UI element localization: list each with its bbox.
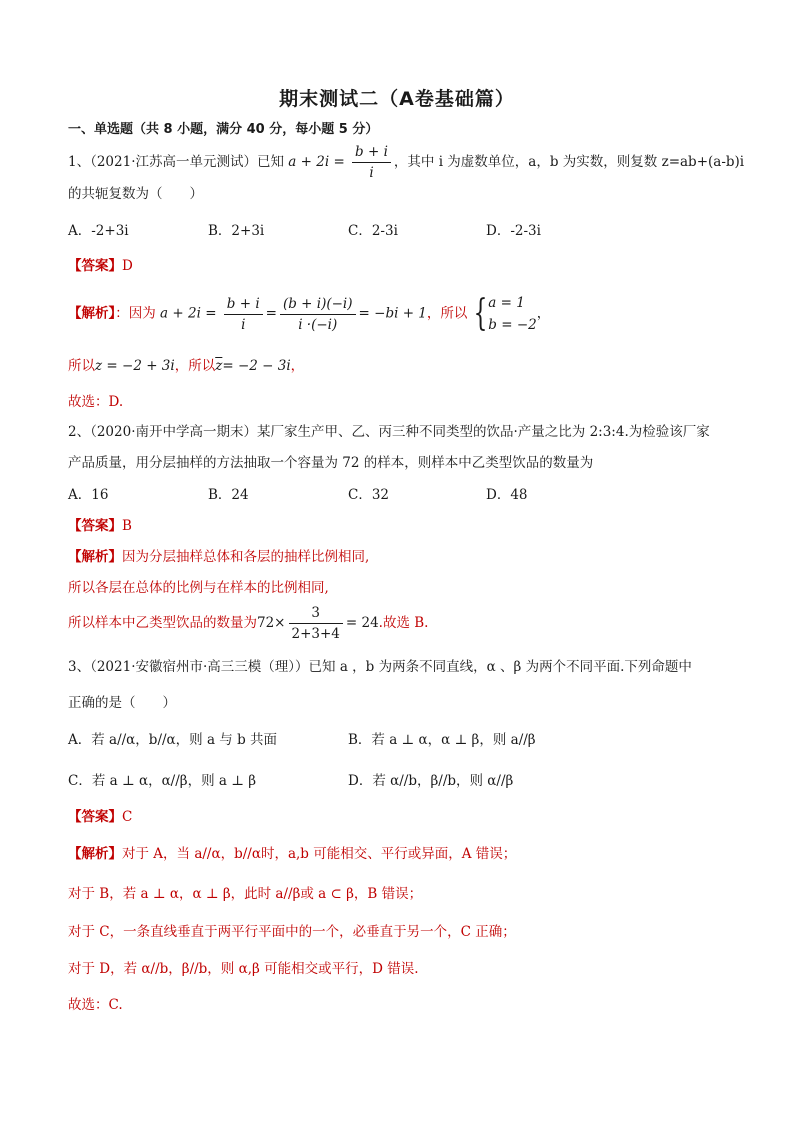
analysis-line-2: 所以各层在总体的比例与在样本的比例相同, [68, 580, 329, 596]
analysis-line-3: 对于 C，一条直线垂直于两平行平面中的一个，必垂直于另一个，C 正确； [68, 924, 516, 940]
option-d: D．-2-3i [486, 223, 541, 239]
conclusion: 故选：C. [68, 997, 123, 1013]
question-3-stem-line2: 正确的是（ ） [68, 695, 176, 711]
option-b: B．2+3i [208, 223, 265, 239]
analysis-line-3: 所以样本中乙类型饮品的数量为72× $\frac{3}{2+3+4}$ = 24.故选 B. [68, 605, 429, 642]
option-c: C．若 a ⊥ α，α//β，则 a ⊥ β [68, 773, 257, 789]
question-2-stem: 2、（2020·南开中学高一期末）某厂家生产甲、乙、丙三种不同类型的饮品·产量之比为 2:3:4.为检验该厂家 [68, 424, 710, 440]
analysis-line-2: 所以z = −2 + 3i，所以$\overline{z}= -2 - 3i$， [68, 358, 305, 374]
option-b: B．24 [208, 487, 249, 503]
question-1-stem: 1、（2021·江苏高一单元测试）已知 a + 2i = $\frac{b + i}{i}$ ，其中 i 为虚数单位，a，b 为实数，则复数 z=ab+(a-b)i [68, 144, 745, 181]
fraction: $\frac{b + i}{i}$ [352, 143, 391, 182]
question-number: 1、 [68, 154, 91, 170]
option-c: C．32 [348, 487, 390, 503]
answer-line: 【答案】D [68, 258, 133, 274]
answer-value: C [122, 809, 133, 825]
option-c: C．2-3i [348, 223, 398, 239]
option-d: D．48 [486, 487, 528, 503]
answer-line: 【答案】B [68, 518, 132, 534]
answer-line: 【答案】C [68, 809, 133, 825]
answer-value: D [122, 258, 133, 274]
question-3-stem: 3、（2021·安徽宿州市·高三三模（理））已知 a ，b 为两条不同直线，α 、β 为两个不同平面.下列命题中 [68, 659, 692, 675]
option-a: A．若 a//α，b//α，则 a 与 b 共面 [68, 732, 278, 748]
analysis-line-2: 对于 B，若 a ⊥ α，α ⊥ β，此时 a//β或 a ⊂ β，B 错误； [68, 886, 423, 902]
analysis-line-1: 【解析】因为分层抽样总体和各层的抽样比例相同, [68, 549, 370, 565]
analysis-line-1: 【解析】：因为 a + 2i = $\frac{b + i}{i}$ = $\frac{(b + i)(-i)}{i \cdot(-i)}$ = −bi + 1，所以 { a = 1 b = −2 ， [68, 293, 551, 334]
option-a: A．-2+3i [68, 223, 129, 239]
option-a: A．16 [68, 487, 109, 503]
analysis-line-1: 【解析】对于 A，当 a//α，b//α时，a,b 可能相交、平行或异面，A 错误； [68, 846, 517, 862]
analysis-line-4: 对于 D，若 α//b，β//b，则 α,β 可能相交或平行，D 错误. [68, 961, 419, 977]
option-d: D．若 α//b，β//b，则 α//β [348, 773, 514, 789]
answer-value: B [122, 518, 132, 534]
conclusion: 故选：D. [68, 394, 124, 410]
page-title: 期末测试二（A卷基础篇） [279, 88, 515, 110]
option-b: B．若 a ⊥ α，α ⊥ β，则 a//β [348, 732, 536, 748]
question-1-stem-line2: 的共轭复数为（ ） [68, 186, 203, 202]
question-2-stem-line2: 产品质量，用分层抽样的方法抽取一个容量为 72 的样本，则样本中乙类型饮品的数量为 [68, 455, 594, 471]
question-source: （2021·江苏高一单元测试） [90, 154, 257, 170]
section-heading: 一、单选题（共 8 小题，满分 40 分，每小题 5 分） [68, 122, 379, 137]
